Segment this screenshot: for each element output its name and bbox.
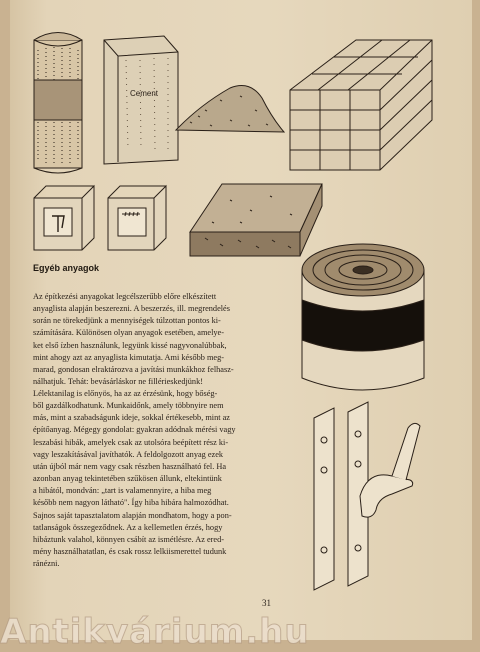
section-heading: Egyéb anyagok (33, 263, 100, 273)
junction-box-screw-icon (108, 186, 166, 250)
text-line: során ne törekedjünk a mennyiségek túlzottan pontos ki- (33, 316, 221, 326)
text-line: anyaglista alapján beszerezni. A beszerzés, ill. megrendelés (33, 304, 230, 314)
text-line: mint ahogy azt az anyaglista kimutatja. Ami később meg- (33, 352, 225, 362)
text-line: ket első ízben használunk, legyünk kissé nagyvonalúbbak, (33, 340, 227, 350)
text-line: tatlanságok összegeződnek. Az a kellemetlen érzés, hogy (33, 522, 223, 532)
paragraph-2 (33, 388, 236, 570)
junction-box-icon (34, 186, 94, 250)
insulation-slab-icon (190, 184, 322, 256)
text-line: építőanyag. Mégegy gondolat: gyakran adódnak mérési vagy (33, 425, 236, 435)
text-line: hibáztunk valahol, könnyen csábít az ismétlésre. Az ered- (33, 534, 224, 544)
membrane-roll-icon (302, 244, 424, 390)
text-line: vagy leszakításával javíthatók. A feldolgozott anyag ezek (33, 449, 224, 459)
text-line: később nem nagyon látható". Így hiba hibára halmozódhat. (33, 498, 229, 508)
door-handle-icon (314, 402, 420, 590)
text-line: nálhatjuk. Tehát: bevásárláskor ne fillérieskedjünk! (33, 377, 203, 387)
paragraph-1 (33, 291, 234, 388)
insulation-roll-icon (34, 33, 82, 174)
cement-bag-icon (104, 36, 178, 164)
text-line: más, mint a szabadságunk ideje, sokkal értékesebb, mint az (33, 413, 230, 423)
page-number: 31 (262, 598, 271, 608)
sand-pile-icon (176, 86, 284, 132)
cement-bag-label: Cement (130, 89, 159, 98)
text-line: Az építkezési anyagokat legcélszerűbb előre elkészített (33, 292, 217, 301)
text-line: a hibától, mondván: „tart is valamennyire, a hiba meg (33, 486, 212, 496)
text-line: ránézni. (33, 559, 60, 569)
timber-stack-icon (290, 40, 432, 170)
text-line: marad, gondosan elraktározva a javítási munkákhoz felhasz- (33, 364, 234, 374)
watermark-text: Antikvárium.hu (0, 612, 310, 652)
text-line: Sajnos saját tapasztalatom alapján mondhatom, hogy a pon- (33, 510, 232, 520)
text-line: után újból már nem vagy csak részben használható fel. Ha (33, 461, 227, 471)
text-line: számítására. Különösen olyan anyagok esetében, amelye- (33, 328, 224, 338)
text-line: ből gazdálkodhatunk. Munkaidőnk, amely többnyire nem (33, 401, 224, 411)
text-line: mény használhatatlan, és csak rossz lelkiismerettel tudunk (33, 547, 227, 557)
text-line: leszabási hibák, amelyek csak az utolsóra beépített rész ki- (33, 437, 229, 447)
text-line: azonban anyag tekintetében szűkösen állunk, eltekintünk (33, 474, 222, 484)
text-line: Lélektanilag is előnyös, ha az az érzésünk, hogy bőség- (33, 389, 218, 398)
